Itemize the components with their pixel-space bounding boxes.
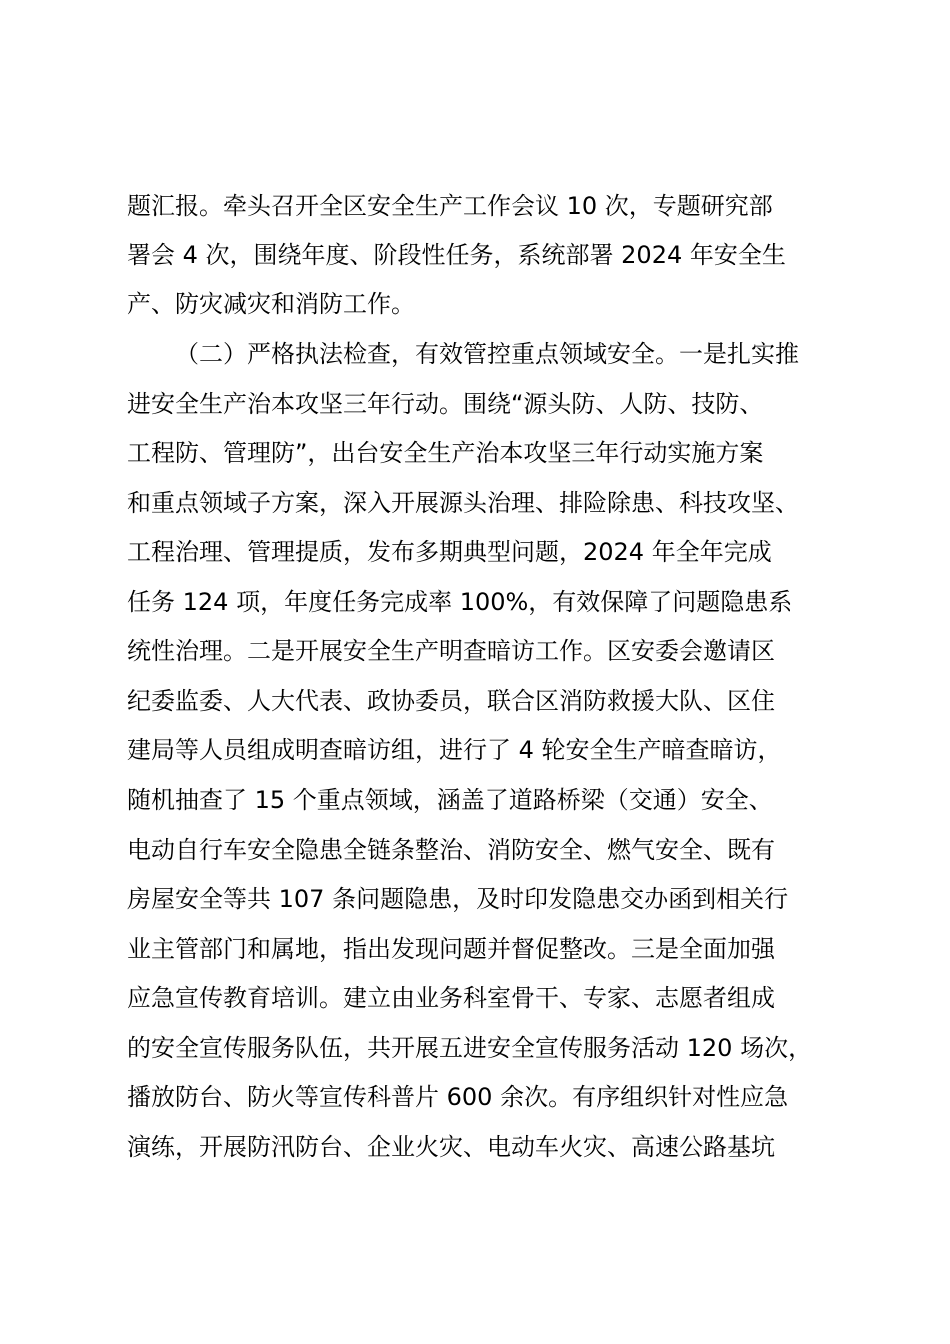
text-line: 产、防灾减灾和消防工作。 [127, 290, 415, 318]
text-line: 和重点领域子方案，深入开展源头治理、排险除患、科技攻坚、 [127, 489, 799, 517]
text-line: 建局等人员组成明查暗访组，进行了 4 轮安全生产暗查暗访， [127, 736, 782, 764]
text-line: 任务 124 项，年度任务完成率 100%，有效保障了问题隐患系 [127, 588, 793, 616]
text-line: 房屋安全等共 107 条问题隐患，及时印发隐患交办函到相关行 [127, 885, 789, 913]
section-heading-line: （二）严格执法检查，有效管控重点领域安全。一是扎实推 [175, 340, 799, 368]
text-line: 纪委监委、人大代表、政协委员，联合区消防救援大队、区住 [127, 687, 775, 715]
text-line: 题汇报。牵头召开全区安全生产工作会议 10 次，专题研究部 [127, 192, 773, 220]
text-line: 电动自行车安全隐患全链条整治、消防安全、燃气安全、既有 [127, 836, 775, 864]
text-line: 随机抽查了 15 个重点领域，涵盖了道路桥梁（交通）安全、 [127, 786, 773, 814]
text-line: 统性治理。二是开展安全生产明查暗访工作。区安委会邀请区 [127, 637, 775, 665]
text-line: 进安全生产治本攻坚三年行动。围绕“源头防、人防、技防、 [127, 390, 764, 418]
text-line: 业主管部门和属地，指出发现问题并督促整改。三是全面加强 [127, 935, 775, 963]
text-line: 工程治理、管理提质，发布多期典型问题，2024 年全年完成 [127, 538, 772, 566]
text-line: 工程防、管理防”，出台安全生产治本攻坚三年行动实施方案 [127, 439, 764, 467]
text-line: 的安全宣传服务队伍，共开展五进安全宣传服务活动 120 场次， [127, 1034, 813, 1062]
text-line: 署会 4 次，围绕年度、阶段性任务，系统部署 2024 年安全生 [127, 241, 786, 269]
text-line: 应急宣传教育培训。建立由业务科室骨干、专家、志愿者组成 [127, 984, 775, 1012]
text-line: 演练，开展防汛防台、企业火灾、电动车火灾、高速公路基坑 [127, 1133, 775, 1161]
text-line: 播放防台、防火等宣传科普片 600 余次。有序组织针对性应急 [127, 1083, 789, 1111]
